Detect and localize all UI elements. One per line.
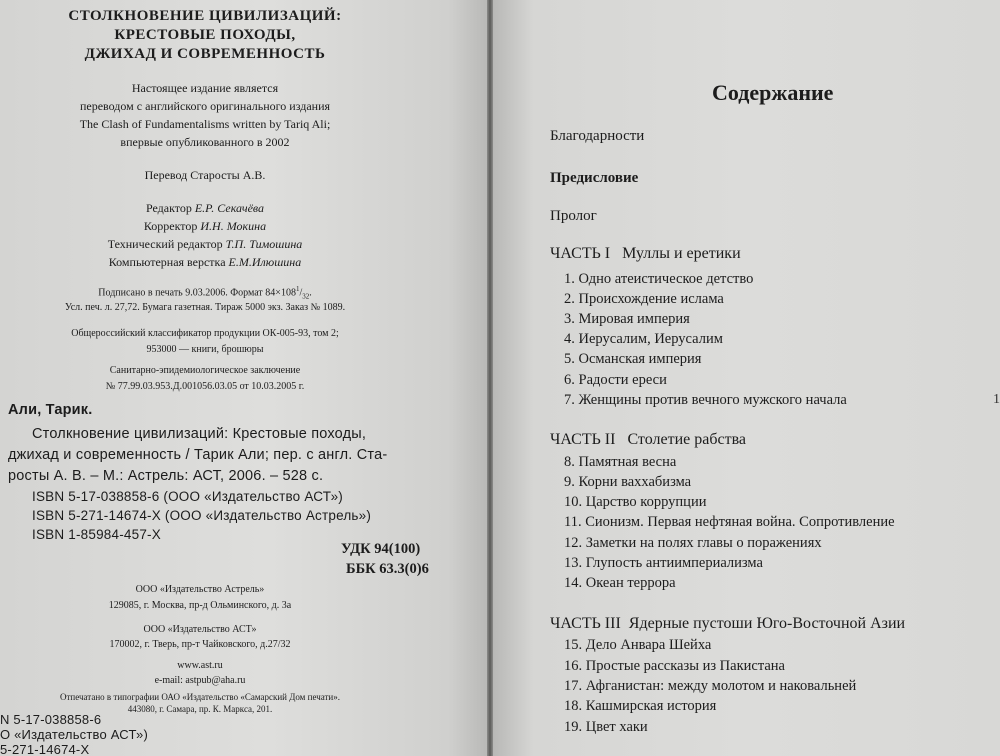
print-signed-text: Подписано в печать 9.03.2006. Формат 84×108 <box>98 287 296 299</box>
credit-name: Т.П. Тимошина <box>225 237 303 251</box>
toc-chapter-2: 2. Происхождение ислама <box>564 291 724 307</box>
website: www.ast.ru <box>177 660 223 671</box>
toc-chapter-16: 16. Простые рассказы из Пакистана <box>564 658 785 674</box>
toc-chapter-19: 19. Цвет хаки <box>564 719 648 735</box>
toc-chapter-13: 13. Глупость антиимпериализма <box>564 555 763 571</box>
part-title: Ядерные пустоши Юго-Восточной Азии <box>628 615 906 632</box>
credit-corrector <box>0 219 410 234</box>
toc-acknowledgements: Благодарности <box>550 128 645 144</box>
catalog-isbn-1: ISBN 5-17-038858-6 (ООО «Издательство АСТ») <box>32 489 343 504</box>
bbk-code: ББК 63.3(0)6 <box>346 561 429 577</box>
classifier-line-1: Общероссийский классификатор продукции ОК-005-93, том 2; <box>71 328 339 339</box>
part-title: Муллы и еретики <box>622 245 741 262</box>
credit-name: И.Н. Мокина <box>200 219 267 233</box>
part-label: ЧАСТЬ II <box>550 431 616 448</box>
title-line-2: КРЕСТОВЫЕ ПОХОДЫ, <box>114 27 296 43</box>
catalog-author: Али, Тарик. <box>8 402 93 418</box>
publisher-2-name: ООО «Издательство АСТ» <box>143 624 257 635</box>
catalog-line-1: Столкновение цивилизаций: Крестовые походы, <box>32 426 367 442</box>
toc-prologue: Пролог <box>550 208 597 224</box>
catalog-isbn-2: ISBN 5-271-14674-X (ООО «Издательство Астрель») <box>32 508 372 523</box>
email: e-mail: astpub@aha.ru <box>154 675 246 686</box>
edge-isbn-line-3: 5-271-14674-X <box>0 742 90 756</box>
print-format-sub: 32 <box>302 292 310 301</box>
part-label: ЧАСТЬ III <box>550 615 621 632</box>
toc-chapter-5: 5. Османская империя <box>564 351 702 367</box>
toc-chapter-14: 14. Океан террора <box>564 575 676 591</box>
toc-chapter-11: 11. Сионизм. Первая нефтяная война. Сопротивление <box>564 514 895 530</box>
part-title: Столетие рабства <box>627 431 747 448</box>
left-page <box>0 0 487 756</box>
print-details-line: Усл. печ. л. 27,72. Бумага газетная. Тираж 5000 экз. Заказ № 1089. <box>64 302 346 313</box>
toc-chapter-3: 3. Мировая империя <box>564 311 690 327</box>
credit-layout <box>0 255 410 270</box>
toc-chapter-4: 4. Иерусалим, Иерусалим <box>564 331 723 347</box>
toc-chapter-17: 17. Афганистан: между молотом и наковальней <box>564 678 857 694</box>
toc-chapter-10: 10. Царство коррупции <box>564 494 707 510</box>
toc-chapter-8: 8. Памятная весна <box>564 454 677 470</box>
page-number-edge: 1 <box>993 392 1000 407</box>
toc-preface: Предисловие <box>550 170 639 186</box>
print-signed-line: Подписано в печать 9.03.2006. Формат $84\times 108^1/_{32}$. <box>98 285 312 301</box>
note-line-3: The Clash of Fundamentalisms written by Tariq Ali; <box>79 117 331 131</box>
credit-role: Корректор <box>143 219 198 233</box>
credit-name: Е.М.Илюшина <box>228 255 302 269</box>
toc-chapter-6: 6. Радости ереси <box>564 372 667 388</box>
note-line-1: Настоящее издание является <box>131 81 279 95</box>
toc-chapter-1: 1. Одно атеистическое детство <box>564 271 754 287</box>
print-signed-end: . <box>309 287 312 299</box>
note-line-4: впервые опубликованного в 2002 <box>120 135 290 149</box>
note-line-2: переводом с английского оригинального издания <box>79 99 331 113</box>
credit-role: Компьютерная верстка <box>108 255 226 269</box>
catalog-line-3: росты А. В. – М.: Астрель: АСТ, 2006. – 528 с. <box>8 468 324 484</box>
title-line-1: СТОЛКНОВЕНИЕ ЦИВИЛИЗАЦИЙ: <box>68 8 342 24</box>
toc-chapter-9: 9. Корни ваххабизма <box>564 474 692 490</box>
credit-role: Редактор <box>145 201 192 215</box>
credit-tech-editor <box>0 237 410 252</box>
credit-editor <box>0 201 410 216</box>
catalog-isbn-3: ISBN 1-85984-457-X <box>32 527 161 542</box>
toc-chapter-18: 18. Кашмирская история <box>564 698 717 714</box>
printer-line-2: 443080, г. Самара, пр. К. Маркса, 201. <box>127 704 273 714</box>
contents-heading: Содержание <box>712 80 834 105</box>
toc-part-1 <box>550 245 741 263</box>
credit-name: Е.Р. Секачёва <box>194 201 265 215</box>
print-format-sup: 1 <box>295 285 300 293</box>
toc-chapter-7: 7. Женщины против вечного мужского начала <box>564 392 847 408</box>
udk-code: УДК 94(100) <box>341 541 421 557</box>
catalog-line-2: джихад и современность / Тарик Али; пер. с англ. Ста- <box>8 447 388 463</box>
publisher-1-name: ООО «Издательство Астрель» <box>135 584 265 595</box>
publisher-1-address: 129085, г. Москва, пр-д Ольминского, д. 3а <box>108 600 292 611</box>
sanitary-line-2: № 77.99.03.953.Д.001056.03.05 от 10.03.2005 г. <box>105 381 305 392</box>
sanitary-line-1: Санитарно-эпидемиологическое заключение <box>109 365 301 376</box>
edge-isbn-line-2: О «Издательство АСТ») <box>0 727 148 742</box>
translator-line: Перевод Старосты А.В. <box>144 168 266 182</box>
toc-chapter-15: 15. Дело Анвара Шейха <box>564 637 712 653</box>
toc-part-2 <box>550 431 746 449</box>
classifier-line-2: 953000 — книги, брошюры <box>146 344 264 355</box>
publisher-2-address: 170002, г. Тверь, пр-т Чайковского, д.27/32 <box>109 639 291 650</box>
part-label: ЧАСТЬ I <box>550 245 611 262</box>
toc-part-3 <box>550 615 905 633</box>
title-line-3: ДЖИХАД И СОВРЕМЕННОСТЬ <box>84 46 326 62</box>
printer-line-1: Отпечатано в типографии ОАО «Издательство «Самарский Дом печати». <box>59 692 340 702</box>
credit-role: Технический редактор <box>107 237 223 251</box>
right-page <box>493 0 1000 756</box>
edge-isbn-line-1: N 5-17-038858-6 <box>0 712 102 727</box>
toc-chapter-12: 12. Заметки на полях главы о поражениях <box>564 535 822 551</box>
